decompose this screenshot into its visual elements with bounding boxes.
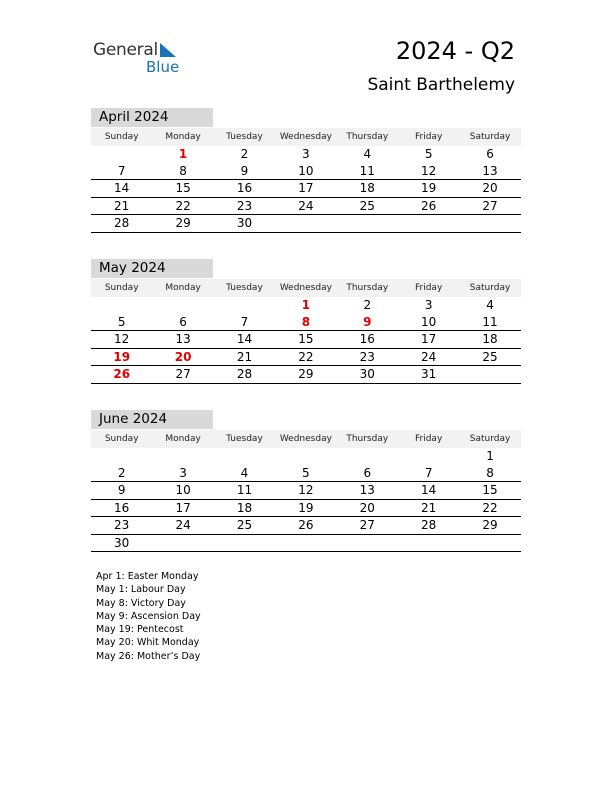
day-cell: 19: [421, 181, 437, 195]
day-cell: 10: [175, 483, 191, 497]
day-cell: [398, 215, 459, 232]
day-cell: [91, 146, 152, 163]
day-cell: [275, 535, 336, 552]
week-row: [91, 517, 521, 535]
day-cell: [152, 297, 213, 314]
week-row: [91, 215, 521, 233]
week-row: [91, 448, 521, 465]
day-cell: 24: [421, 349, 437, 364]
day-cell: 17: [175, 500, 191, 515]
day-cell: 5: [117, 314, 126, 329]
day-cell: 16: [359, 332, 375, 346]
day-cell: 31: [421, 367, 437, 381]
day-cell: 1: [301, 298, 311, 312]
week-row: [91, 314, 521, 332]
weekday-label: Monday: [165, 132, 201, 142]
day-cell: 19: [113, 349, 131, 364]
day-cell: 10: [421, 314, 437, 329]
day-cell: 23: [236, 198, 253, 213]
day-cell: 14: [114, 181, 130, 195]
day-cell: 24: [298, 198, 314, 213]
day-cell: [275, 448, 336, 465]
week-row: [91, 349, 521, 367]
day-cell: 28: [114, 216, 130, 230]
holiday-list: [96, 570, 201, 663]
weekday-label: Sunday: [104, 434, 139, 444]
weekday-label: Tuesday: [226, 434, 263, 444]
holiday-item: May 9: Ascension Day: [96, 610, 201, 622]
day-cell: 12: [298, 483, 314, 497]
day-cell: 1: [178, 147, 188, 161]
day-cell: 14: [421, 483, 437, 497]
day-cell: 27: [359, 518, 375, 532]
day-cell: 18: [359, 181, 375, 195]
day-cell: 9: [240, 163, 249, 178]
day-cell: 21: [421, 500, 437, 515]
day-cell: 29: [175, 216, 191, 230]
day-cell: 22: [482, 500, 498, 515]
week-row: [91, 198, 521, 216]
day-cell: 16: [114, 500, 130, 515]
weekday-label: Saturday: [469, 283, 511, 293]
day-cell: 29: [298, 367, 314, 381]
logo-triangle-icon: [160, 43, 178, 59]
day-cell: [459, 535, 520, 552]
month-april: [91, 108, 521, 233]
weekday-label: Monday: [165, 434, 201, 444]
month-title: April 2024: [91, 108, 213, 127]
day-cell: 15: [482, 483, 498, 497]
day-cell: 14: [236, 332, 253, 346]
day-cell: 23: [359, 349, 375, 364]
weekday-label: Friday: [415, 283, 443, 293]
day-cell: 30: [359, 367, 375, 381]
day-cell: 29: [482, 518, 498, 532]
weekday-label: Friday: [415, 132, 443, 142]
day-cell: 7: [424, 465, 433, 480]
day-cell: 5: [302, 465, 310, 480]
day-cell: 2: [117, 465, 126, 480]
day-cell: [152, 535, 213, 552]
day-cell: 21: [236, 349, 253, 364]
day-cell: 13: [482, 163, 498, 178]
day-cell: 19: [298, 500, 314, 515]
weekday-header-row: [91, 128, 521, 146]
day-cell: 27: [175, 367, 191, 381]
weekday-label: Thursday: [346, 434, 389, 444]
day-cell: 30: [114, 535, 130, 550]
day-cell: [152, 448, 213, 465]
day-cell: [459, 215, 520, 232]
day-cell: 20: [482, 181, 498, 195]
weekday-label: Wednesday: [279, 283, 332, 293]
day-cell: 6: [486, 147, 494, 161]
day-cell: 22: [175, 198, 191, 213]
page-title: 2024 - Q2: [395, 37, 515, 65]
week-row: [91, 465, 521, 483]
week-row: [91, 500, 521, 518]
day-cell: 6: [179, 314, 187, 329]
day-cell: 25: [236, 518, 253, 532]
holiday-item: May 26: Mother’s Day: [96, 650, 201, 662]
day-cell: 12: [421, 163, 437, 178]
holiday-item: May 8: Victory Day: [96, 597, 186, 609]
day-cell: 17: [421, 332, 437, 346]
day-cell: 1: [486, 449, 494, 463]
day-cell: 8: [179, 163, 187, 178]
day-cell: 20: [359, 500, 375, 515]
day-cell: [398, 535, 459, 552]
day-cell: [214, 535, 275, 552]
day-cell: 22: [298, 349, 314, 364]
weekday-label: Thursday: [346, 132, 389, 142]
day-cell: 28: [421, 518, 437, 532]
day-cell: 15: [175, 181, 191, 195]
logo-word-general: General: [93, 40, 158, 60]
day-cell: 26: [298, 518, 314, 532]
day-cell: [337, 448, 398, 465]
week-row: [91, 163, 521, 181]
day-cell: 4: [363, 147, 372, 161]
week-row: [91, 482, 521, 500]
week-row: [91, 366, 521, 384]
day-cell: 4: [486, 298, 494, 312]
holiday-item: May 20: Whit Monday: [96, 637, 200, 649]
weekday-label: Tuesday: [226, 283, 263, 293]
day-cell: 21: [114, 198, 130, 213]
day-cell: 13: [359, 483, 375, 497]
weekday-label: Thursday: [346, 283, 389, 293]
day-cell: 20: [174, 349, 192, 364]
day-cell: 13: [175, 332, 191, 346]
day-cell: 17: [298, 181, 314, 195]
day-cell: 15: [298, 332, 314, 346]
weekday-label: Sunday: [104, 132, 139, 142]
weekday-label: Monday: [165, 283, 201, 293]
day-cell: 25: [359, 198, 375, 213]
weekday-label: Wednesday: [279, 434, 332, 444]
day-cell: [337, 535, 398, 552]
week-row: [91, 535, 521, 553]
day-cell: 3: [302, 147, 310, 161]
day-cell: [214, 297, 275, 314]
weekday-header-row: [91, 430, 521, 448]
month-june: [91, 410, 521, 552]
day-cell: 10: [298, 163, 314, 178]
weekday-label: Friday: [415, 434, 443, 444]
day-cell: 7: [240, 314, 249, 329]
weekday-label: Saturday: [469, 434, 511, 444]
holiday-item: May 19: Pentecost: [96, 624, 184, 636]
week-row: [91, 331, 521, 349]
day-cell: 9: [363, 314, 372, 329]
day-cell: 3: [179, 465, 187, 480]
day-cell: 6: [363, 465, 372, 480]
day-cell: [91, 297, 152, 314]
week-row: [91, 146, 521, 163]
day-cell: 8: [301, 314, 311, 329]
day-cell: [398, 448, 459, 465]
day-cell: 26: [113, 367, 131, 381]
holiday-item: Apr 1: Easter Monday: [96, 571, 199, 582]
day-cell: [91, 448, 152, 465]
month-title: June 2024: [91, 410, 213, 429]
day-cell: 25: [482, 349, 498, 364]
day-cell: [337, 215, 398, 232]
day-cell: 26: [421, 198, 437, 213]
logo: [93, 40, 193, 80]
day-cell: 18: [236, 500, 253, 515]
day-cell: 27: [482, 198, 498, 213]
weekday-label: Saturday: [469, 132, 511, 142]
day-cell: 2: [363, 298, 372, 312]
week-row: [91, 297, 521, 314]
day-cell: [214, 448, 275, 465]
weekday-header-row: [91, 279, 521, 297]
day-cell: 5: [424, 147, 433, 161]
day-cell: 8: [486, 465, 494, 480]
day-cell: 16: [236, 181, 253, 195]
week-row: [91, 180, 521, 198]
page-subtitle: Saint Barthelemy: [367, 75, 515, 95]
holiday-item: May 1: Labour Day: [96, 584, 186, 596]
day-cell: 24: [175, 518, 191, 532]
day-cell: [459, 366, 520, 383]
day-cell: 9: [117, 483, 126, 497]
day-cell: [275, 215, 336, 232]
day-cell: 11: [359, 163, 375, 178]
day-cell: 7: [117, 163, 126, 178]
month-title: May 2024: [91, 259, 213, 278]
day-cell: 18: [482, 332, 498, 346]
day-cell: 23: [114, 518, 130, 532]
logo-word-blue: Blue: [146, 58, 180, 76]
day-cell: 2: [240, 147, 249, 161]
day-cell: 11: [236, 483, 253, 497]
day-cell: 3: [424, 298, 433, 312]
day-cell: 12: [114, 332, 130, 346]
day-cell: 4: [240, 465, 249, 480]
day-cell: 30: [236, 216, 253, 230]
weekday-label: Tuesday: [226, 132, 263, 142]
day-cell: 11: [482, 314, 498, 329]
weekday-label: Wednesday: [279, 132, 332, 142]
day-cell: 28: [236, 367, 253, 381]
weekday-label: Sunday: [104, 283, 139, 293]
month-may: [91, 259, 521, 384]
